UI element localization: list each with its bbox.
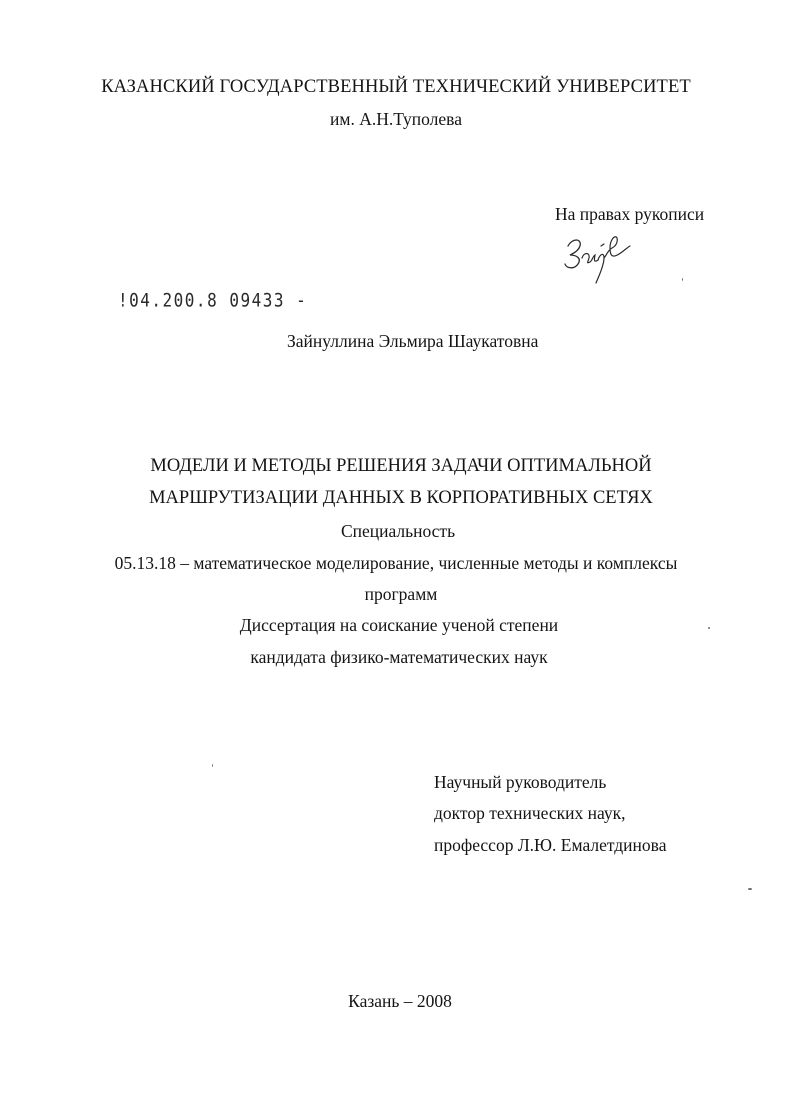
dissertation-title-line-1: МОДЕЛИ И МЕТОДЫ РЕШЕНИЯ ЗАДАЧИ ОПТИМАЛЬНОЙ xyxy=(150,456,652,476)
advisor-role: Научный руководитель xyxy=(434,772,607,792)
university-name: КАЗАНСКИЙ ГОСУДАРСТВЕННЫЙ ТЕХНИЧЕСКИЙ УНИВЕРСИТЕТ xyxy=(101,77,691,97)
author-signature xyxy=(560,228,635,286)
scan-speck xyxy=(682,278,683,281)
scan-speck xyxy=(708,627,710,629)
archive-stamp: !04.200.8 09433 - xyxy=(118,289,308,311)
university-named-after: им. А.Н.Туполева xyxy=(330,109,462,129)
advisor-name: профессор Л.Ю. Емалетдинова xyxy=(434,835,667,855)
scan-speck xyxy=(748,888,752,890)
place-and-year: Казань – 2008 xyxy=(348,991,452,1011)
author-name: Зайнуллина Эльмира Шаукатовна xyxy=(287,331,539,351)
manuscript-rights-note: На правах рукописи xyxy=(555,204,705,224)
advisor-degree: доктор технических наук, xyxy=(434,803,626,823)
degree-line-1: Диссертация на соискание ученой степени xyxy=(239,615,559,635)
specialty-code: 05.13.18 – математическое моделирование, численные методы и комплексы xyxy=(114,553,678,573)
scan-speck xyxy=(212,764,213,767)
specialty-continuation: программ xyxy=(364,584,438,604)
dissertation-title-line-2: МАРШРУТИЗАЦИИ ДАННЫХ В КОРПОРАТИВНЫХ СЕТЯХ xyxy=(149,488,653,508)
degree-line-2: кандидата физико-математических наук xyxy=(250,647,548,667)
specialty-label: Специальность xyxy=(340,521,456,541)
